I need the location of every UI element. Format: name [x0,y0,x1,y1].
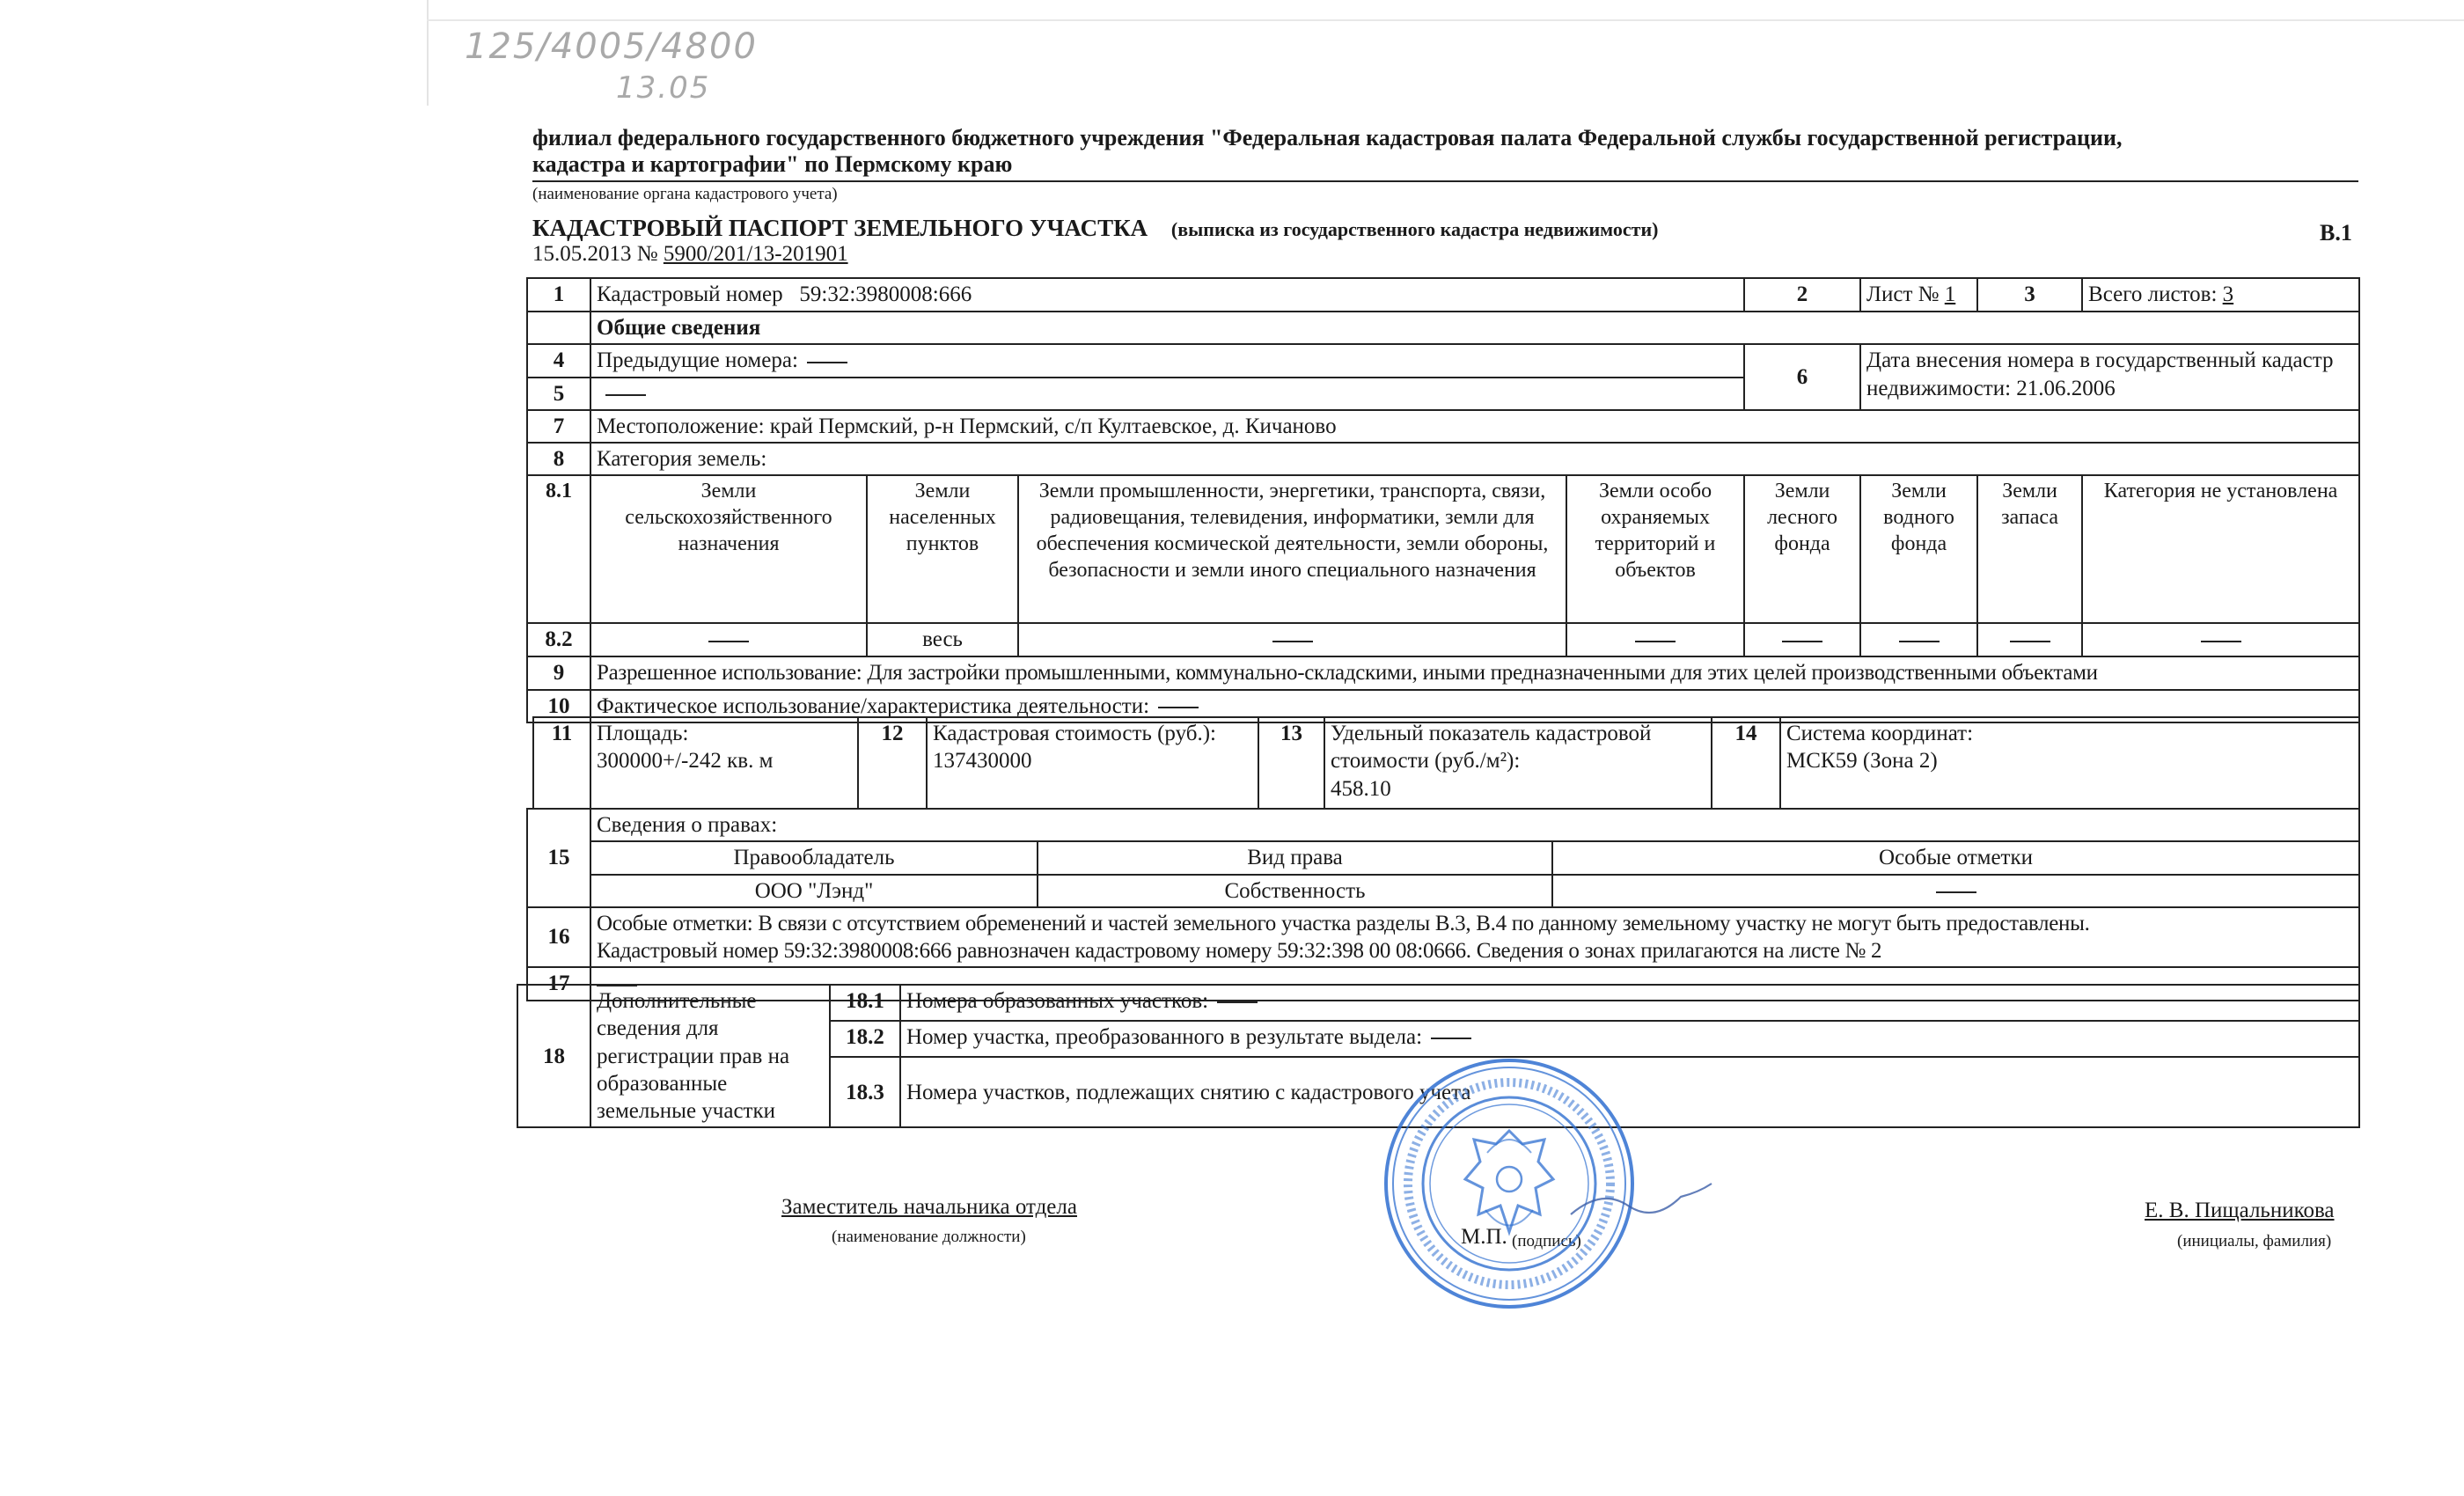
right-type-value: Собственность [1038,875,1552,907]
cadastral-number: Кадастровый номер 59:32:3980008:666 [590,278,1744,312]
land-category-value [1018,623,1566,656]
coordinate-system: Система координат: МСК59 (Зона 2) [1780,717,2359,809]
row-number: 12 [858,717,927,809]
row-number: 15 [527,809,590,907]
notes-value [1552,875,2359,907]
previous-numbers: Предыдущие номера: [590,344,1744,377]
transformed-plot: Номер участка, преобразованного в результате выдела: [900,1021,2359,1057]
passport-table-rights [526,808,2360,1001]
row-number: 18.2 [830,1021,900,1057]
row-number: 11 [533,717,590,809]
empty-cell [527,312,590,344]
row-number: 6 [1744,344,1860,410]
row-number: 18 [517,985,590,1127]
previous-numbers-value [590,378,1744,410]
land-category-header: Земли населенных пунктов [867,475,1018,623]
total-sheets: Всего листов: 3 [2082,278,2359,312]
signature-stroke-icon [1566,1179,1716,1223]
actual-use: Фактическое использование/характеристика деятельности: [590,690,2359,722]
row-number: 14 [1712,717,1780,809]
form-code: В.1 [2320,220,2352,246]
row-number: 9 [527,656,590,689]
position-caption: (наименование должности) [832,1228,1026,1246]
formed-plots: Номера образованных участков: [900,985,2359,1021]
land-category-header: Земли водного фонда [1860,475,1977,623]
row-number: 3 [1977,278,2082,312]
row-number: 8.1 [527,475,590,623]
sheet-edge [427,0,429,106]
row-number: 2 [1744,278,1860,312]
row-number: 16 [527,907,590,968]
land-category-value: весь [867,623,1018,656]
right-type-header: Вид права [1038,841,1552,874]
row-number: 18.1 [830,985,900,1021]
stamp-label: М.П. [1461,1225,1507,1249]
special-notes: Особые отметки: В связи с отсутствием обременений и частей земельного участка разделы В.3, В.4 по данному земельному участку не могут быть предоставлены. Кадастровый номер 59:32:3980008:666 равнозначен кадастровому номеру 59:32:398 00 08:0666. Сведения о зонах прилагаются на листе № 2 [590,907,2359,968]
land-category-header: Земли промышленности, энергетики, транспорта, связи, радиовещания, телевидения, информатики, земли для обеспечения космической деятельности, земли обороны, безопасности и земли иного специального назначения [1018,475,1566,623]
land-category-value [1566,623,1744,656]
row-number: 8.2 [527,623,590,656]
signer-position: Заместитель начальника отдела [781,1195,1077,1219]
area: Площадь: 300000+/-242 кв. м [590,717,858,809]
doc-title: КАДАСТРОВЫЙ ПАСПОРТ ЗЕМЕЛЬНОГО УЧАСТКА (выписка из государственного кадастра недвижимости) [532,215,1659,241]
permitted-use: Разрешенное использование: Для застройки промышленными, коммунально-складскими, иными предназначенными для этих целей производственными объектами [590,656,2359,689]
owner-header: Правообладатель [590,841,1038,874]
land-category-header: Земли лесного фонда [1744,475,1860,623]
land-category-header: Земли запаса [1977,475,2082,623]
signature-caption: (подпись) [1512,1232,1581,1250]
row-number: 13 [1258,717,1324,809]
registration-date: Дата внесения номера в государственный кадастр недвижимости: 21.06.2006 [1860,344,2359,410]
signer-name: Е. В. Пищальникова [2145,1199,2335,1222]
sheet-top-edge [427,19,2464,21]
org-underline [532,180,2358,182]
land-category-header: Земли особо охраняемых территорий и объектов [1566,475,1744,623]
doc-number: 15.05.2013 № 5900/201/13-201901 [532,242,848,266]
row-number: 1 [527,278,590,312]
row-number: 8 [527,443,590,475]
land-category-value [1860,623,1977,656]
deregistered-plots: Номера участков, подлежащих снятию с кадастрового учета [900,1057,2359,1127]
owner-value: ООО "Лэнд" [590,875,1038,907]
cadastral-value: Кадастровая стоимость (руб.): 137430000 [927,717,1258,809]
notes-header: Особые отметки [1552,841,2359,874]
land-category-value [1977,623,2082,656]
org-caption: (наименование органа кадастрового учета) [532,185,838,203]
rights-label: Сведения о правах: [590,809,2359,841]
row-number: 5 [527,378,590,410]
org-name: филиал федерального государственного бюджетного учреждения "Федеральная кадастровая палата Федеральной службы государственной регистрации, кадастра и картографии" по Пермскому краю [532,125,2123,177]
land-category-value [2082,623,2359,656]
land-category-value [1744,623,1860,656]
passport-table-values [532,716,2360,810]
additional-info-label: Дополнительные сведения для регистрации прав на образованные земельные участки [590,985,830,1127]
passport-table-top [526,277,2360,723]
land-category-value [590,623,867,656]
name-caption: (инициалы, фамилия) [2177,1232,2332,1250]
row-number: 18.3 [830,1057,900,1127]
row-number: 7 [527,410,590,443]
row-number: 4 [527,344,590,377]
land-category-header: Земли сельскохозяйственного назначения [590,475,867,623]
land-category-label: Категория земель: [590,443,2359,475]
row-number: 10 [527,690,590,722]
section-general: Общие сведения [590,312,2359,344]
sheet-number: Лист № 1 [1860,278,1977,312]
specific-cadastral-value: Удельный показатель кадастровой стоимости (руб./м²): 458.10 [1324,717,1712,809]
handwritten-note: 125/4005/4800 [465,26,758,67]
row-number: 17 [527,967,590,1000]
land-category-header: Категория не установлена [2082,475,2359,623]
location: Местоположение: край Пермский, р-н Пермский, с/п Култаевское, д. Кичаново [590,410,2359,443]
handwritten-note-date: 13.05 [616,70,711,106]
